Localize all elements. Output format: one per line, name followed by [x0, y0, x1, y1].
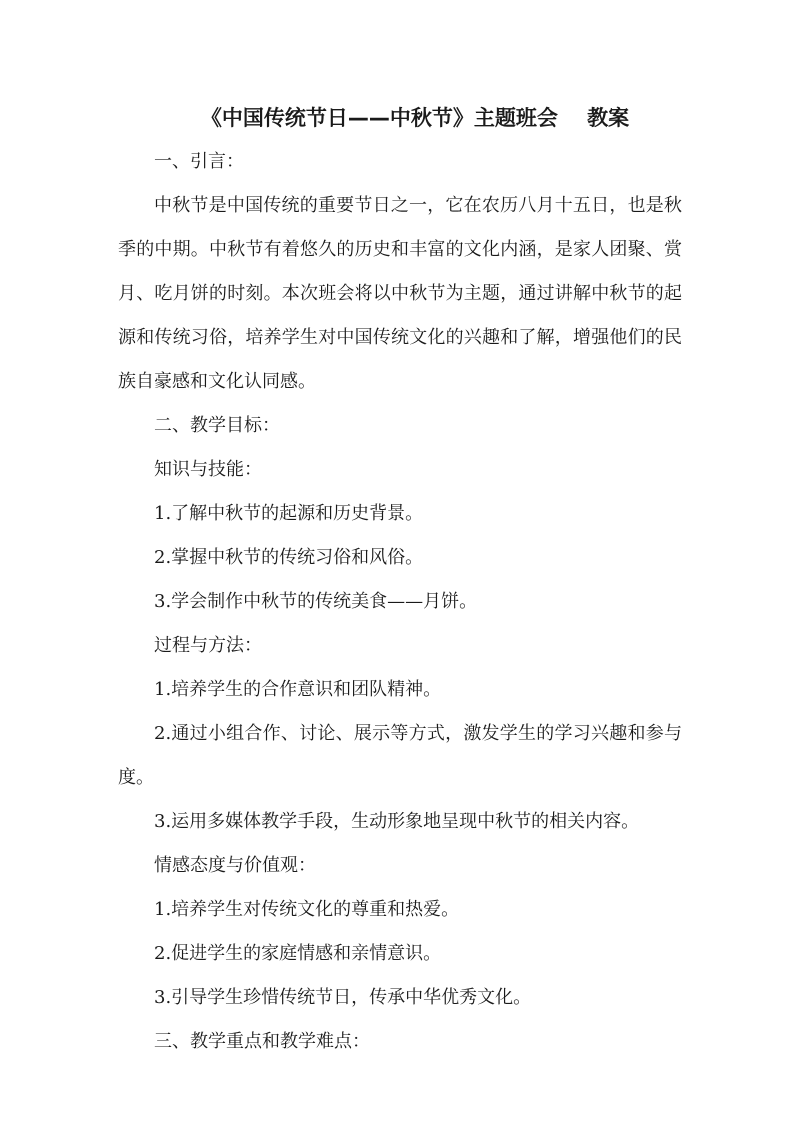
list-item: 3.学会制作中秋节的传统美食——月饼。 — [154, 591, 478, 612]
list-item: 1.培养学生的合作意识和团队精神。 — [154, 679, 442, 700]
section-heading-key-points: 三、教学重点和教学难点： — [154, 1031, 370, 1052]
list-item: 1.了解中秋节的起源和历史背景。 — [154, 503, 424, 524]
list-item: 2.掌握中秋节的传统习俗和风俗。 — [154, 547, 424, 568]
section-heading-introduction: 一、引言： — [154, 151, 244, 172]
list-item: 1.培养学生对传统文化的尊重和热爱。 — [154, 899, 460, 920]
list-item: 3.运用多媒体教学手段，生动形象地呈现中秋节的相关内容。 — [154, 811, 640, 832]
introduction-paragraph: 中秋节是中国传统的重要节日之一，它在农历八月十五日，也是秋季的中期。中秋节有着悠久的历史和丰富的文化内涵，是家人团聚、赏月、吃月饼的时刻。本次班会将以中秋节为主题，通过讲解中秋节的起源和传统习俗，培养学生对中国传统文化的兴趣和了解，增强他们的民族自豪感和文化认同感。 — [118, 195, 682, 392]
subheading-emotions-values: 情感态度与价值观： — [154, 855, 316, 876]
list-item: 3.引导学生珍惜传统节日，传承中华优秀文化。 — [154, 987, 532, 1008]
list-item: 2.通过小组合作、讨论、展示等方式，激发学生的学习兴趣和参与度。 — [118, 723, 682, 788]
section-heading-objectives: 二、教学目标： — [154, 415, 280, 436]
subheading-process-methods: 过程与方法： — [154, 635, 262, 656]
document-title: 《中国传统节日——中秋节》主题班会 教案 — [200, 106, 630, 130]
subheading-knowledge-skills: 知识与技能： — [154, 459, 262, 480]
list-item: 2.促进学生的家庭情感和亲情意识。 — [154, 943, 442, 964]
